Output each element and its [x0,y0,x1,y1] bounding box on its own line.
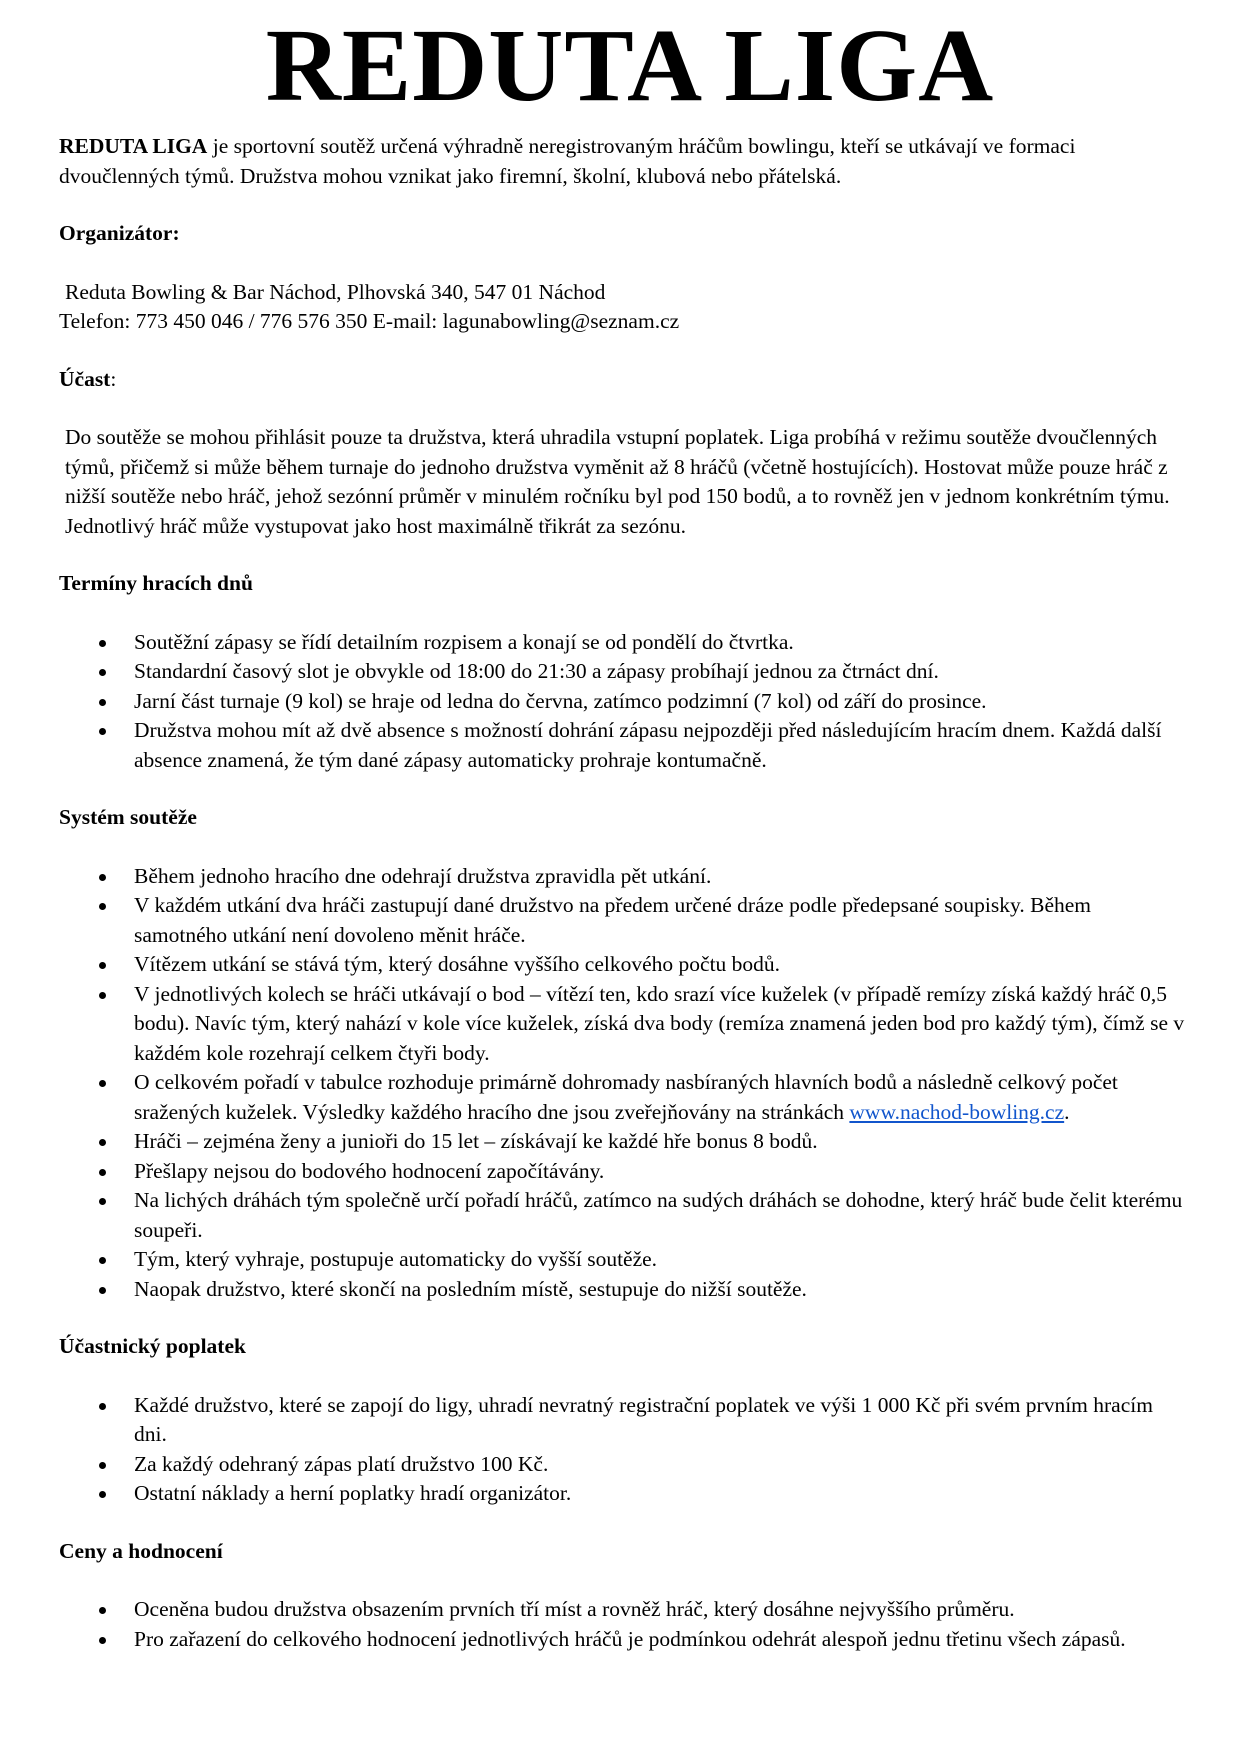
list-item: Ostatní náklady a herní poplatky hradí organizátor. [59,1479,1189,1509]
participation-heading-colon: : [110,366,117,391]
list-item: Za každý odehraný zápas platí družstvo 100 Kč. [59,1450,1189,1480]
list-item: Pro zařazení do celkového hodnocení jednotlivých hráčů je podmínkou odehrát alespoň jednu třetinu všech zápasů. [59,1625,1189,1655]
participation-text: Do soutěže se mohou přihlásit pouze ta družstva, která uhradila vstupní poplatek. Liga probíhá v režimu soutěže dvoučlenných týmů, přičemž si může během turnaje do jednoho družstva vyměnit až 8 hráčů (včetně hostujících). Hostovat může pouze hráč z nižší soutěže nebo hráč, jehož sezónní průměr v minulém ročníku byl pod 150 bodů, a to rovněž jen v jednom konkrétním týmu. Jednotlivý hráč může vystupovat jako host maximálně třikrát za sezónu. [65,425,1170,538]
system-heading: Systém soutěže [59,805,197,829]
organizer-heading: Organizátor: [59,221,180,245]
list-item: Během jednoho hracího dne odehrají družstva zpravidla pět utkání. [59,862,1189,892]
list-item: Vítězem utkání se stává tým, který dosáhne vyššího celkového počtu bodů. [59,950,1189,980]
page-title: REDUTA LIGA [265,8,995,123]
list-item: Naopak družstvo, které skončí na posledním místě, sestupuje do nižší soutěže. [59,1275,1189,1305]
list-item: V každém utkání dva hráči zastupují dané družstvo na předem určené dráze podle předepsané soupisky. Během samotného utkání není dovoleno měnit hráče. [59,891,1189,950]
system-list [59,862,1189,1305]
organizer-contact: Telefon: 773 450 046 / 776 576 350 E-mail: lagunabowling@seznam.cz [59,309,680,333]
list-item: Přešlapy nejsou do bodového hodnocení započítávány. [59,1157,1189,1187]
intro-bold-name: REDUTA LIGA [59,134,208,158]
list-item: Tým, který vyhraje, postupuje automaticky do vyšší soutěže. [59,1245,1189,1275]
list-item: Družstva mohou mít až dvě absence s možností dohrání zápasu nejpozději před následujícím hracím dnem. Každá další absence znamená, že tým dané zápasy automaticky prohraje kontumačně. [59,716,1189,775]
prizes-heading: Ceny a hodnocení [59,1538,223,1563]
schedule-heading: Termíny hracích dnů [59,571,253,595]
results-website-link[interactable]: www.nachod-bowling.cz [849,1099,1065,1124]
list-item: Každé družstvo, které se zapojí do ligy, uhradí nevratný registrační poplatek ve výši 1 000 Kč při svém prvním hracím dni. [59,1391,1189,1450]
intro-text: je sportovní soutěž určená výhradně neregistrovaným hráčům bowlingu, kteří se utkávají ve formaci dvoučlenných týmů. Družstva mohou vznikat jako firemní, školní, klubová nebo přátelská. [59,134,1076,188]
results-text-end: . [1064,1099,1070,1124]
participation-heading-text: Účast [59,366,111,391]
list-item: V jednotlivých kolech se hráči utkávají o bod – vítězí ten, kdo srazí více kuželek (v případě remízy získá každý hráč 0,5 bodu). Navíc tým, který nahází v kole více kuželek, získá dva body (remíza znamená jeden bod pro každý tým), čímž se v každém kole rozehrají celkem čtyři body. [59,980,1189,1069]
schedule-list [59,628,1189,776]
intro-paragraph [59,132,1189,191]
list-item: Hráči – zejména ženy a junioři do 15 let – získávají ke každé hře bonus 8 bodů. [59,1127,1189,1157]
list-item: Soutěžní zápasy se řídí detailním rozpisem a konají se od pondělí do čtvrtka. [59,628,1189,658]
participation-heading [59,365,1189,395]
list-item: Na lichých dráhách tým společně určí pořadí hráčů, zatímco na sudých dráhách se dohodne, který hráč bude čelit kterému soupeři. [59,1186,1189,1245]
list-item-results [59,1068,1189,1127]
list-item: Jarní část turnaje (9 kol) se hraje od ledna do června, zatímco podzimní (7 kol) od září do prosince. [59,687,1189,717]
fee-list [59,1391,1189,1509]
document-page [59,0,1189,1654]
prizes-list [59,1595,1189,1654]
list-item: Standardní časový slot je obvykle od 18:00 do 21:30 a zápasy probíhají jednou za čtrnáct dní. [59,657,1189,687]
list-item: Oceněna budou družstva obsazením prvních tří míst a rovněž hráč, který dosáhne nejvyššího průměru. [59,1595,1189,1625]
organizer-address: Reduta Bowling & Bar Náchod, Plhovská 340, 547 01 Náchod [65,279,606,304]
fee-heading: Účastnický poplatek [59,1334,246,1358]
results-text: O celkovém pořadí v tabulce rozhoduje primárně dohromady nasbíraných hlavních bodů a následně celkový počet sražených kuželek. Výsledky každého hracího dne jsou zveřejňovány na stránkách [134,1070,1118,1124]
